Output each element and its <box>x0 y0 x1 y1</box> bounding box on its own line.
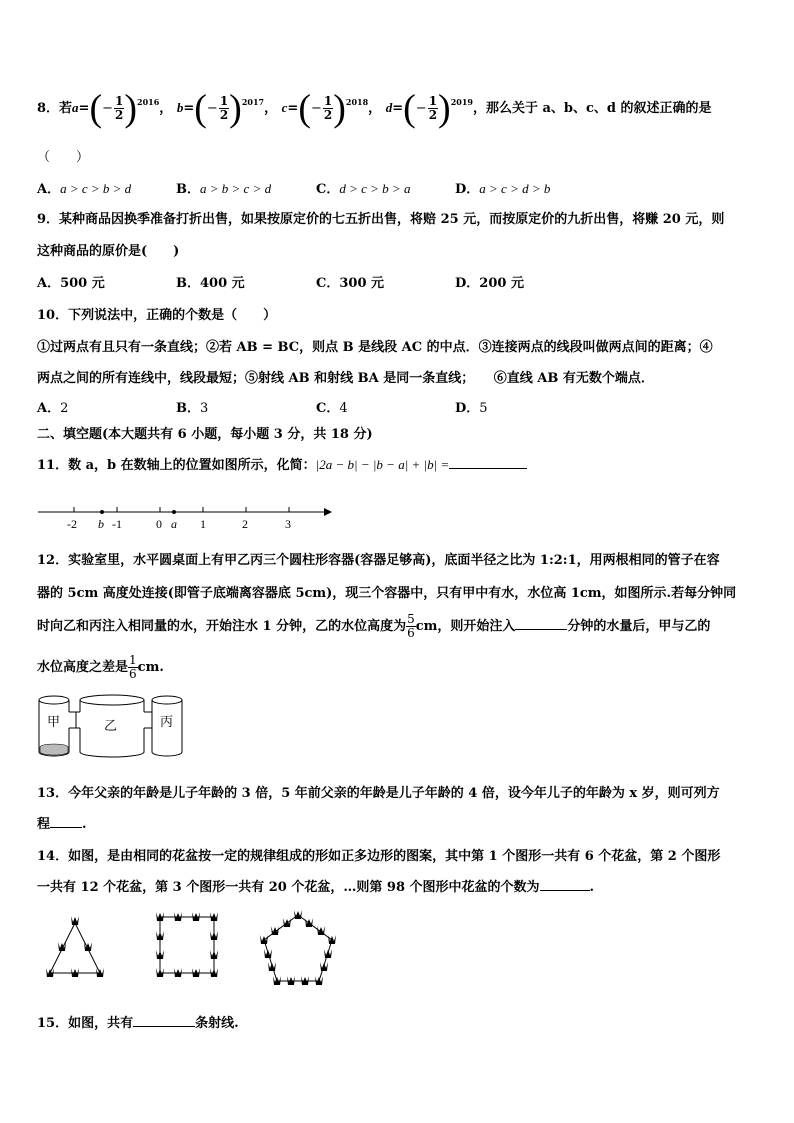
container-label: 甲 <box>47 715 61 730</box>
q8-number: 8．若 <box>37 101 73 116</box>
exponent: 2016 <box>137 97 160 107</box>
axis-label: a <box>171 517 177 531</box>
q9-line1: 9．某种商品因换季准备打折出售，如果按原定价的七五折出售，将赔 25 元，而按原定价的九折出售，将赚 20 元，则 <box>37 212 725 227</box>
q9-option-b: B．400 元 <box>176 276 245 291</box>
answer-blank <box>449 454 527 469</box>
q10-line1: 10．下列说法中，正确的个数是（ ） <box>37 308 277 323</box>
axis-label: -1 <box>112 517 122 531</box>
exponent: 2018 <box>345 97 369 107</box>
q9-option-c: C．300 元 <box>316 276 385 291</box>
q10-line2: ①过两点有且只有一条直线；②若 AB = BC，则点 B 是线段 AC 的中点．③连接两点的线段叫做两点间的距离；④ <box>37 340 713 355</box>
exponent: 2019 <box>450 97 473 107</box>
q12-line3: 时向乙和丙注入相同量的水，开始注水 1 分钟，乙的水位高度为 $\frac{5}{6}$ cm，则开始注入 分钟的水量后，甲与乙的 <box>37 612 711 640</box>
q8-tail: ，那么关于 a、b、c、d 的叙述正确的是 <box>472 101 712 116</box>
axis-label: 0 <box>156 517 162 531</box>
fraction: $\frac{1}{2}$ <box>323 94 333 122</box>
q12-line4: 水位高度之差是 $\frac{1}{6}$ cm. <box>37 653 164 681</box>
q11-expression: |2a − b| − |b − a| + |b| = <box>315 457 450 472</box>
q15-line: 15．如图，共有 条射线. <box>37 1012 239 1031</box>
answer-blank <box>515 615 567 630</box>
q13-line2: 程 . <box>37 813 87 832</box>
q9-option-a: A．500 元 <box>37 276 105 291</box>
q8-option-d: D．a > c > d > b <box>455 181 551 197</box>
answer-blank <box>50 813 82 828</box>
fraction: $\frac{1}{6}$ <box>129 653 137 681</box>
q12-line1: 12．实验室里，水平圆桌面上有甲乙丙三个圆柱形容器(容器足够高)，底面半径之比为 1:2:1，用两根相同的管子在容 <box>37 553 720 568</box>
q10-option-d: D．5 <box>455 401 488 416</box>
q8-answer-paren: （ ） <box>37 150 90 165</box>
number-line <box>30 500 340 536</box>
fraction: $\frac{1}{2}$ <box>115 94 124 122</box>
q11-line: 11．数 a，b 在数轴上的位置如图所示，化简：|2a − b| − |b − a| + |b| = <box>37 454 527 473</box>
q8-line: 8．若a=(− $\frac{1}{2}$ )$^{2016}$， b=(− $\frac{1}{2}$ )$^{2017}$， c=(− $\frac{1}{2}$ )$^{2018}$， d=(− $\frac{1}{2}$ )$^{2019}$，那么关于 a、b、c、d 的叙述正确的是 <box>37 87 712 130</box>
q8-option-a: A．a > c > b > d <box>37 181 132 197</box>
fraction: $\frac{1}{2}$ <box>219 94 229 122</box>
axis-label: 1 <box>200 517 206 531</box>
q10-option-c: C．4 <box>316 401 348 416</box>
q8-option-c: C．d > c > b > a <box>316 181 411 197</box>
axis-label: 2 <box>242 517 248 531</box>
fraction: $\frac{1}{2}$ <box>428 94 438 122</box>
axis-label: -2 <box>67 517 77 531</box>
q10-line3: 两点之间的所有连线中，线段最短；⑤射线 AB 和射线 BA 是同一条直线； ⑥直线 AB 有无数个端点． <box>37 371 654 386</box>
answer-blank <box>540 876 590 891</box>
container-label: 丙 <box>160 715 174 730</box>
exponent: 2017 <box>241 97 265 107</box>
axis-label: 3 <box>285 517 291 531</box>
container-label: 乙 <box>104 719 118 734</box>
q14-line2: 一共有 12 个花盆，第 3 个图形一共有 20 个花盆，…则第 98 个图形中花盆的个数为 . <box>37 876 594 895</box>
q9-option-d: D．200 元 <box>455 276 524 291</box>
containers-diagram <box>34 692 184 762</box>
flowerpot-patterns <box>40 905 340 1000</box>
fraction: $\frac{5}{6}$ <box>407 612 415 640</box>
q12-line2: 器的 5cm 高度处连接(即管子底端离容器底 5cm)，现三个容器中，只有甲中有水，水位高 1cm，如图所示.若每分钟同 <box>37 586 737 601</box>
q10-option-b: B．3 <box>176 401 209 416</box>
q8-option-b: B．a > b > c > d <box>176 181 272 197</box>
axis-label: b <box>98 517 104 531</box>
q13-line1: 13．今年父亲的年龄是儿子年龄的 3 倍，5 年前父亲的年龄是儿子年龄的 4 倍，设今年儿子的年龄为 x 岁，则可列方 <box>37 786 720 801</box>
answer-blank <box>133 1012 195 1027</box>
q10-option-a: A．2 <box>37 401 69 416</box>
section-heading: 二、填空题(本大题共有 6 小题，每小题 3 分，共 18 分) <box>37 427 373 442</box>
q14-line1: 14．如图，是由相同的花盆按一定的规律组成的形如正多边形的图案，其中第 1 个图形一共有 6 个花盆，第 2 个图形 <box>37 849 721 864</box>
q9-line2: 这种商品的原价是( ) <box>37 244 180 259</box>
